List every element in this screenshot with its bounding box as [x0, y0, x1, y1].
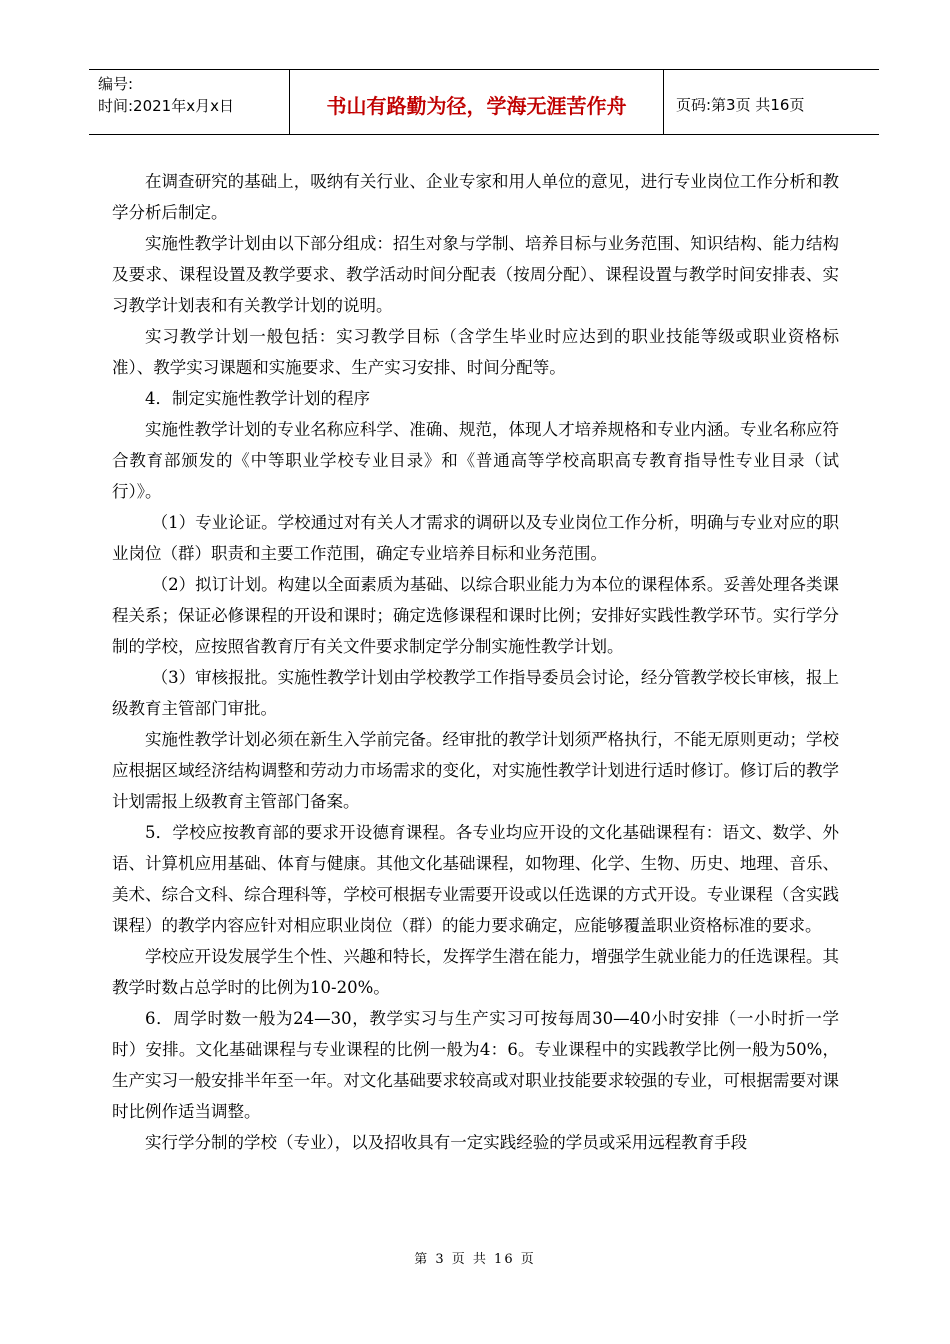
- paragraph: 实行学分制的学校（专业），以及招收具有一定实践经验的学员或采用远程教育手段: [145, 1133, 748, 1152]
- paragraph: （1）专业论证。学校通过对有关人才需求的调研以及专业岗位工作分析，明确与专业对应的职业岗位（群）职责和主要工作范围，确定专业培养目标和业务范围。: [112, 513, 839, 563]
- paragraph: 在调查研究的基础上，吸纳有关行业、企业专家和用人单位的意见，进行专业岗位工作分析和教学分析后制定。: [112, 172, 839, 222]
- paragraph: 实施性教学计划由以下部分组成：招生对象与学制、培养目标与业务范围、知识结构、能力结构及要求、课程设置及教学要求、教学活动时间分配表（按周分配）、课程设置与教学时间安排表、实习教学计划表和有关教学计划的说明。: [112, 234, 839, 315]
- header-meta-cell: [89, 70, 290, 134]
- header-page-number: 页码:第3页 共16页: [676, 95, 805, 114]
- section-heading: 4．制定实施性教学计划的程序: [145, 389, 370, 408]
- paragraph: （2）拟订计划。构建以全面素质为基础、以综合职业能力为本位的课程体系。妥善处理各类课程关系；保证必修课程的开设和课时；确定选修课程和课时比例；安排好实践性教学环节。实行学分制的学校，应按照省教育厅有关文件要求制定学分制实施性教学计划。: [112, 575, 839, 656]
- document-header: [89, 69, 879, 135]
- paragraph: 实施性教学计划的专业名称应科学、准确、规范，体现人才培养规格和专业内涵。专业名称应符合教育部颁发的《中等职业学校专业目录》和《普通高等学校高职高专教育指导性专业目录（试行）》。: [112, 420, 839, 501]
- document-number-label: 编号:: [98, 75, 134, 93]
- paragraph: 5．学校应按教育部的要求开设德育课程。各专业均应开设的文化基础课程有：语文、数学、外语、计算机应用基础、体育与健康。其他文化基础课程，如物理、化学、生物、历史、地理、音乐、美术、综合文科、综合理科等，学校可根据专业需要开设或以任选课的方式开设。专业课程（含实践课程）的教学内容应针对相应职业岗位（群）的能力要求确定，应能够覆盖职业资格标准的要求。: [112, 823, 839, 935]
- paragraph: 6．周学时数一般为24—30，教学实习与生产实习可按每周30—40小时安排（一小时折一学时）安排。文化基础课程与专业课程的比例一般为4：6。专业课程中的实践教学比例一般为50%，生产实习一般安排半年至一年。对文化基础要求较高或对职业技能要求较强的专业，可根据需要对课时比例作适当调整。: [112, 1009, 839, 1121]
- page-footer: 第 3 页 共 16 页: [414, 1252, 536, 1267]
- document-body: [112, 166, 839, 1158]
- paragraph: 实习教学计划一般包括：实习教学目标（含学生毕业时应达到的职业技能等级或职业资格标准）、教学实习课题和实施要求、生产实习安排、时间分配等。: [112, 327, 839, 377]
- header-motto: 书山有路勤为径，学海无涯苦作舟: [290, 70, 664, 134]
- document-time-label: 时间:2021年x月x日: [98, 97, 234, 115]
- paragraph: 实施性教学计划必须在新生入学前完备。经审批的教学计划须严格执行，不能无原则更动；学校应根据区域经济结构调整和劳动力市场需求的变化，对实施性教学计划进行适时修订。修订后的教学计划需报上级教育主管部门备案。: [112, 730, 839, 811]
- paragraph: （3）审核报批。实施性教学计划由学校教学工作指导委员会讨论，经分管教学校长审核，报上级教育主管部门审批。: [112, 668, 839, 718]
- paragraph: 学校应开设发展学生个性、兴趣和特长，发挥学生潜在能力，增强学生就业能力的任选课程。其教学时数占总学时的比例为10-20%。: [112, 947, 839, 997]
